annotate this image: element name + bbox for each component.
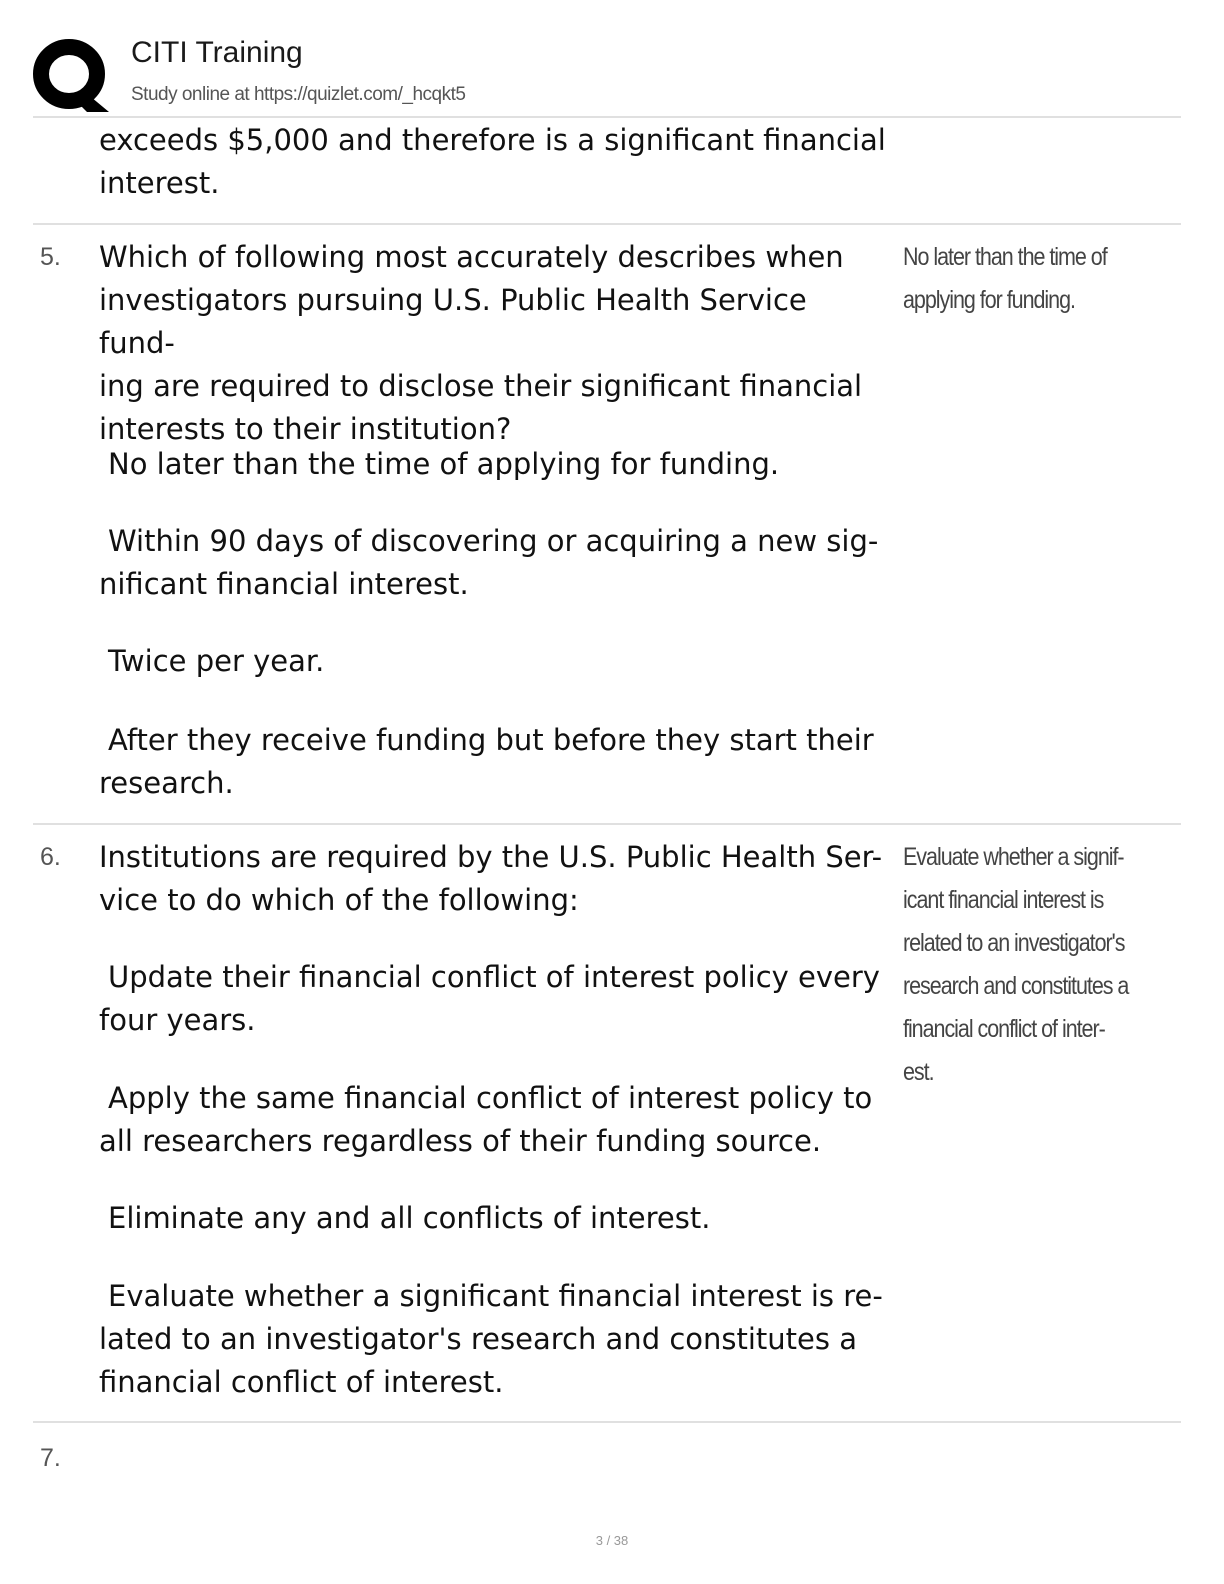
question-text: Institutions are required by the U.S. Public Health Ser- vice to do which of the following:: [99, 840, 883, 917]
question-divider: [33, 223, 1181, 225]
continued-answer-text: exceeds $5,000 and therefore is a significant financial interest.: [99, 123, 886, 200]
answer-text: No later than the time of applying for funding.: [903, 243, 1107, 314]
answer-text: Evaluate whether a signif- icant financial interest is related to an investigator's research and constitutes a financial conflict of inter- est.: [903, 843, 1129, 1086]
study-link[interactable]: Study online at https://quizlet.com/_hcqkt5: [131, 84, 466, 105]
question-number: 7.: [40, 1444, 61, 1472]
option-item: Evaluate whether a significant financial interest is re- lated to an investigator's research and constitutes a financial conflict of interest.: [99, 1279, 883, 1399]
question-number: 6.: [40, 843, 61, 871]
option-item: Twice per year.: [108, 644, 325, 678]
option-item: Eliminate any and all conflicts of interest.: [108, 1201, 711, 1235]
option-item: After they receive funding but before they start their research.: [99, 723, 874, 800]
question-number: 5.: [40, 243, 61, 271]
question-text: Which of following most accurately describes when investigators pursuing U.S. Public Health Service fund- ing are required to disclose their significant financial interests to their institution?: [99, 240, 863, 446]
page-number: 3 / 38: [595, 1533, 629, 1548]
question-divider: [33, 1421, 1181, 1423]
option-item: No later than the time of applying for funding.: [108, 447, 780, 481]
header-divider: [33, 116, 1181, 118]
option-item: Apply the same financial conflict of interest policy to all researchers regardless of their funding source.: [99, 1081, 873, 1158]
option-item: Update their financial conflict of interest policy every four years.: [99, 960, 880, 1037]
option-item: Within 90 days of discovering or acquiring a new sig- nificant financial interest.: [99, 524, 879, 601]
document-title: CITI Training: [131, 36, 303, 69]
quizlet-logo-icon: [33, 36, 111, 112]
question-divider: [33, 823, 1181, 825]
